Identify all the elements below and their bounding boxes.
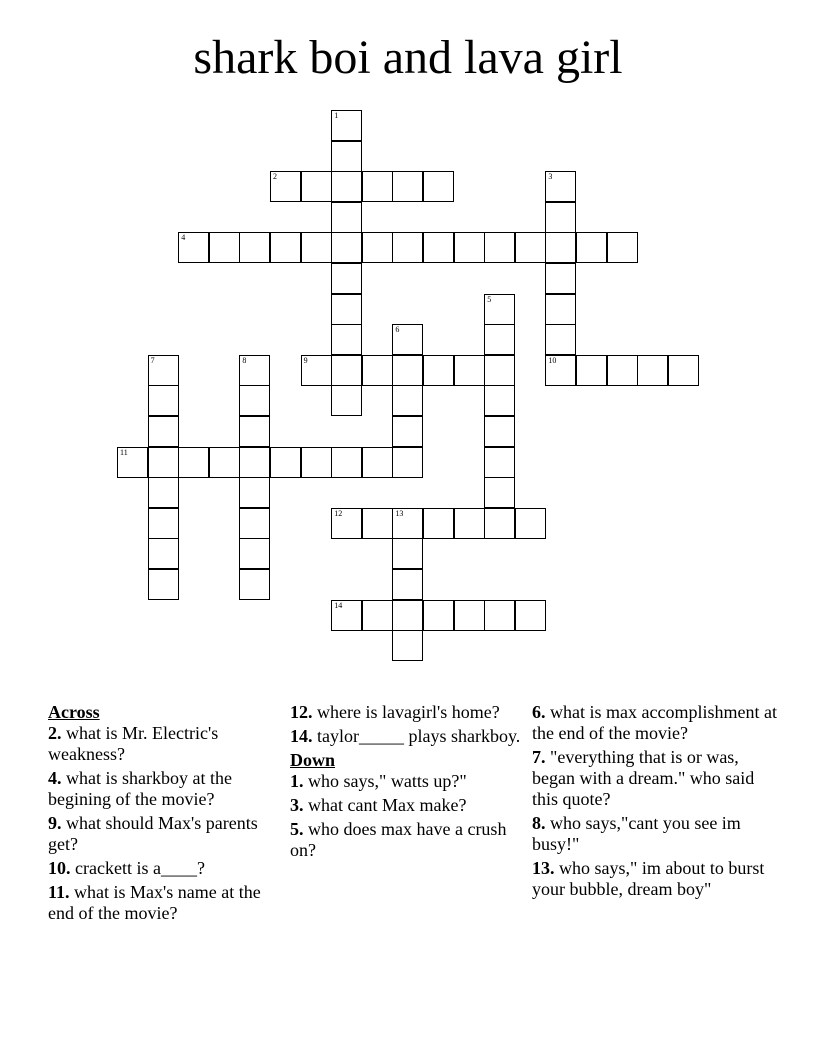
grid-cell[interactable] xyxy=(362,600,393,631)
clue-number: 7. xyxy=(532,747,546,767)
grid-cell[interactable] xyxy=(148,538,179,569)
clue-number: 10. xyxy=(48,858,71,878)
cell-number: 6 xyxy=(395,325,400,335)
clue-number: 12. xyxy=(290,702,313,722)
clue-number: 8. xyxy=(532,813,546,833)
puzzle-title: shark boi and lava girl xyxy=(193,31,623,84)
grid-cell[interactable] xyxy=(239,416,270,447)
clue-text: where is lavagirl's home? xyxy=(317,702,500,722)
clue-text: what should Max's parents get? xyxy=(48,813,258,854)
grid-cell[interactable] xyxy=(301,355,332,386)
grid-cell[interactable] xyxy=(454,355,485,386)
grid-cell[interactable] xyxy=(484,477,515,508)
down-clue xyxy=(532,813,782,855)
grid-cell[interactable] xyxy=(148,477,179,508)
cell-number: 8 xyxy=(242,355,247,365)
clue-number: 1. xyxy=(290,771,304,791)
grid-cell[interactable] xyxy=(148,508,179,539)
grid-cell[interactable] xyxy=(331,110,362,141)
grid-cell[interactable] xyxy=(148,447,179,478)
grid-cell[interactable] xyxy=(454,508,485,539)
grid-cell[interactable] xyxy=(117,447,148,478)
across-clue xyxy=(290,726,528,747)
grid-cell[interactable] xyxy=(270,171,301,202)
grid-cell[interactable] xyxy=(362,171,393,202)
across-clue xyxy=(48,882,288,924)
grid-cell[interactable] xyxy=(545,202,576,233)
clue-text: what is Mr. Electric's weakness? xyxy=(48,723,219,764)
grid-cell[interactable] xyxy=(545,232,576,263)
grid-cell[interactable] xyxy=(331,263,362,294)
grid-cell[interactable] xyxy=(423,355,454,386)
grid-cell[interactable] xyxy=(392,538,423,569)
grid-cell[interactable] xyxy=(515,232,546,263)
grid-cell[interactable] xyxy=(392,630,423,661)
grid-cell[interactable] xyxy=(637,355,668,386)
clue-number: 5. xyxy=(290,819,304,839)
grid-cell[interactable] xyxy=(484,447,515,478)
grid-cell[interactable] xyxy=(239,538,270,569)
clue-text: who says," im about to burst your bubble, dream boy" xyxy=(532,858,765,899)
grid-cell[interactable] xyxy=(331,355,362,386)
grid-cell[interactable] xyxy=(607,355,638,386)
grid-cell[interactable] xyxy=(484,294,515,325)
cell-number: 14 xyxy=(334,600,343,610)
clue-number: 13. xyxy=(532,858,555,878)
grid-cell[interactable] xyxy=(545,171,576,202)
cell-number: 13 xyxy=(395,508,404,518)
grid-cell[interactable] xyxy=(331,324,362,355)
grid-cell[interactable] xyxy=(331,600,362,631)
grid-cell[interactable] xyxy=(270,232,301,263)
clue-text: what cant Max make? xyxy=(308,795,467,815)
cell-number: 5 xyxy=(487,294,492,304)
down-clue xyxy=(290,819,528,861)
clue-text: what is max accomplishment at the end of the movie? xyxy=(532,702,777,743)
cell-number: 11 xyxy=(120,447,128,457)
grid-cell[interactable] xyxy=(301,447,332,478)
grid-cell[interactable] xyxy=(454,232,485,263)
across-clue xyxy=(48,858,288,879)
clue-number: 2. xyxy=(48,723,62,743)
clue-number: 6. xyxy=(532,702,546,722)
cell-number: 9 xyxy=(303,355,308,365)
grid-cell[interactable] xyxy=(148,416,179,447)
across-clue xyxy=(48,723,288,765)
across-clue xyxy=(48,768,288,810)
clue-text: who does max have a crush on? xyxy=(290,819,507,860)
grid-cell[interactable] xyxy=(331,171,362,202)
grid-cell[interactable] xyxy=(392,447,423,478)
grid-cell[interactable] xyxy=(148,355,179,386)
clue-text: who says,"cant you see im busy!" xyxy=(532,813,741,854)
grid-cell[interactable] xyxy=(576,355,607,386)
grid-cell[interactable] xyxy=(239,508,270,539)
grid-cell[interactable] xyxy=(331,508,362,539)
grid-cell[interactable] xyxy=(392,232,423,263)
cell-number: 1 xyxy=(334,111,339,120)
across-clue xyxy=(48,813,288,855)
clues-column-1 xyxy=(48,702,288,927)
clue-number: 11. xyxy=(48,882,70,902)
grid-cell[interactable] xyxy=(362,355,393,386)
grid-cell[interactable] xyxy=(576,232,607,263)
grid-cell[interactable] xyxy=(484,416,515,447)
clue-text: taylor_____ plays sharkboy. xyxy=(317,726,521,746)
clue-number: 14. xyxy=(290,726,313,746)
grid-cell[interactable] xyxy=(209,232,240,263)
grid-cell[interactable] xyxy=(392,508,423,539)
grid-cell[interactable] xyxy=(331,447,362,478)
grid-cell[interactable] xyxy=(454,600,485,631)
grid-cell[interactable] xyxy=(392,600,423,631)
clue-text: what is Max's name at the end of the movie? xyxy=(48,882,261,923)
grid-cell[interactable] xyxy=(484,232,515,263)
clue-number: 4. xyxy=(48,768,62,788)
grid-cell[interactable] xyxy=(362,447,393,478)
grid-cell[interactable] xyxy=(178,232,209,263)
down-clue xyxy=(532,858,782,900)
grid-cell[interactable] xyxy=(239,569,270,600)
down-clue xyxy=(532,747,782,810)
down-clue xyxy=(532,702,782,744)
across-clue xyxy=(290,702,528,723)
clues-column-3 xyxy=(532,702,782,903)
grid-cell[interactable] xyxy=(331,202,362,233)
grid-cell[interactable] xyxy=(331,294,362,325)
grid-cell[interactable] xyxy=(423,508,454,539)
grid-cell[interactable] xyxy=(484,324,515,355)
grid-cell[interactable] xyxy=(545,324,576,355)
grid-cell[interactable] xyxy=(331,232,362,263)
grid-cell[interactable] xyxy=(392,385,423,416)
cell-number: 3 xyxy=(548,172,553,182)
cell-number: 2 xyxy=(273,172,277,182)
down-heading: Down xyxy=(290,750,336,770)
grid-cell[interactable] xyxy=(178,447,209,478)
grid-cell[interactable] xyxy=(484,600,515,631)
grid-cell[interactable] xyxy=(392,324,423,355)
grid-cell[interactable] xyxy=(239,477,270,508)
grid-cell[interactable] xyxy=(148,385,179,416)
clue-number: 3. xyxy=(290,795,304,815)
clues-column-2 xyxy=(290,702,528,864)
grid-cell[interactable] xyxy=(423,171,454,202)
grid-cell[interactable] xyxy=(484,508,515,539)
grid-cell[interactable] xyxy=(209,447,240,478)
grid-cell[interactable] xyxy=(392,355,423,386)
grid-cell[interactable] xyxy=(362,232,393,263)
grid-cell[interactable] xyxy=(362,508,393,539)
grid-cell[interactable] xyxy=(545,263,576,294)
clue-number: 9. xyxy=(48,813,62,833)
grid-cell[interactable] xyxy=(545,355,576,386)
grid-cell[interactable] xyxy=(331,141,362,172)
grid-cell[interactable] xyxy=(301,171,332,202)
grid-cell[interactable] xyxy=(392,416,423,447)
grid-cell[interactable] xyxy=(239,447,270,478)
clue-text: who says," watts up?" xyxy=(308,771,467,791)
grid-cell[interactable] xyxy=(668,355,699,386)
grid-cell[interactable] xyxy=(270,447,301,478)
cell-number: 7 xyxy=(150,355,155,365)
clue-text: crackett is a____? xyxy=(75,858,205,878)
grid-cell[interactable] xyxy=(484,355,515,386)
grid-cell[interactable] xyxy=(484,385,515,416)
grid-cell[interactable] xyxy=(331,385,362,416)
clue-text: "everything that is or was, began with a dream." who said this quote? xyxy=(532,747,755,809)
grid-cell[interactable] xyxy=(239,232,270,263)
across-heading: Across xyxy=(48,702,100,722)
grid-cell[interactable] xyxy=(301,232,332,263)
grid-cell[interactable] xyxy=(607,232,638,263)
grid-cell[interactable] xyxy=(392,569,423,600)
grid-cell[interactable] xyxy=(148,569,179,600)
down-clue xyxy=(290,771,528,792)
grid-cell[interactable] xyxy=(423,232,454,263)
cell-number: 4 xyxy=(181,233,186,243)
grid-cell[interactable] xyxy=(545,294,576,325)
grid-cell[interactable] xyxy=(392,171,423,202)
down-clue xyxy=(290,795,528,816)
cell-number: 12 xyxy=(334,508,343,518)
grid-cell[interactable] xyxy=(239,355,270,386)
grid-cell[interactable] xyxy=(423,600,454,631)
grid-cell[interactable] xyxy=(515,600,546,631)
grid-cell[interactable] xyxy=(515,508,546,539)
cell-number: 10 xyxy=(548,355,557,365)
clue-text: what is sharkboy at the begining of the movie? xyxy=(48,768,232,809)
grid-cell[interactable] xyxy=(239,385,270,416)
